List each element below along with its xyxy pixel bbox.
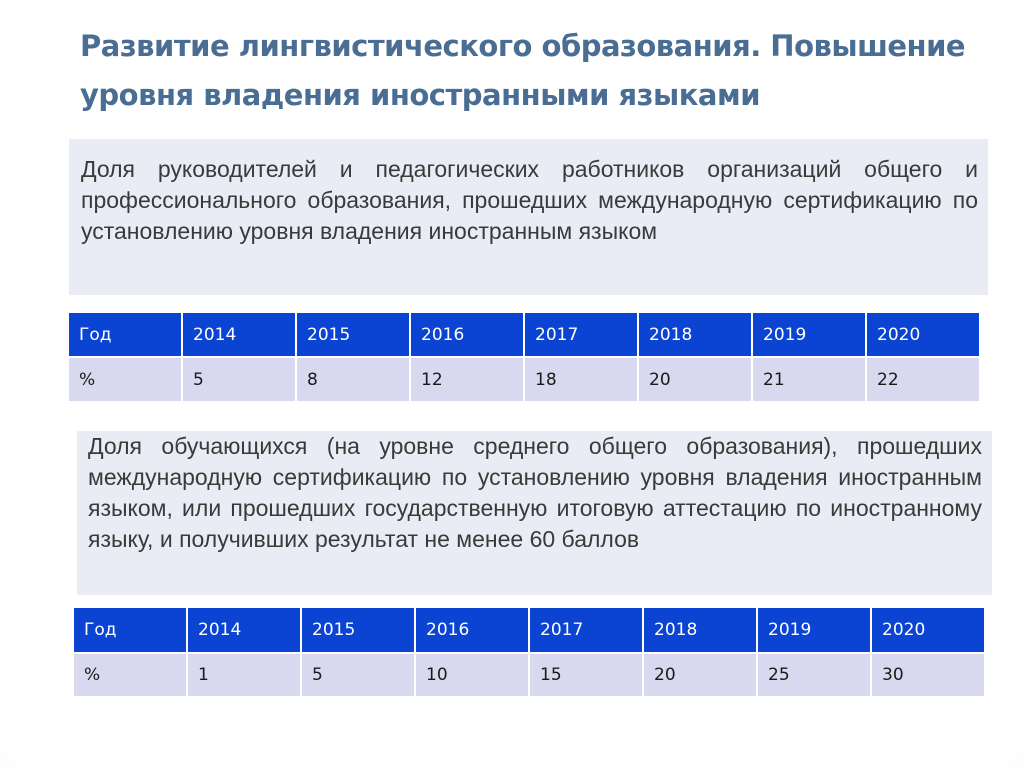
value-cell: 25 xyxy=(757,653,871,697)
header-cell: Год xyxy=(73,607,187,653)
header-cell: 2016 xyxy=(410,312,524,357)
table-row xyxy=(68,357,980,402)
header-cell: 2019 xyxy=(752,312,866,357)
value-cell: % xyxy=(68,357,182,402)
value-cell: 21 xyxy=(752,357,866,402)
header-cell: 2016 xyxy=(415,607,529,653)
table-header-row xyxy=(73,607,985,653)
header-cell: 2018 xyxy=(638,312,752,357)
value-cell: 15 xyxy=(529,653,643,697)
value-cell: 22 xyxy=(866,357,980,402)
value-cell: 5 xyxy=(182,357,296,402)
value-cell: 20 xyxy=(638,357,752,402)
indicator-description-staff: Доля руководителей и педагогических работников организаций общего и профессионального образования, прошедших международную сертификацию по установлению уровня владения иностранным языком xyxy=(69,139,988,295)
value-cell: 8 xyxy=(296,357,410,402)
staff-certification-table xyxy=(67,311,981,403)
value-cell: 20 xyxy=(643,653,757,697)
header-cell: 2017 xyxy=(529,607,643,653)
header-cell: 2019 xyxy=(757,607,871,653)
header-cell: 2018 xyxy=(643,607,757,653)
table-header-row xyxy=(68,312,980,357)
value-cell: 18 xyxy=(524,357,638,402)
header-cell: 2020 xyxy=(871,607,985,653)
indicator-description-students: Доля обучающихся (на уровне среднего общего образования), прошедших международную сертификацию по установлению уровня владения иностранным языком, или прошедших государственную итоговую аттестацию по иностранному языку, и получивших результат не менее 60 баллов xyxy=(77,431,992,595)
value-cell: 30 xyxy=(871,653,985,697)
header-cell: 2014 xyxy=(187,607,301,653)
value-cell: 10 xyxy=(415,653,529,697)
value-cell: % xyxy=(73,653,187,697)
header-cell: 2014 xyxy=(182,312,296,357)
header-cell: Год xyxy=(68,312,182,357)
slide-title: Развитие лингвистического образования. Повышение уровня владения иностранными языками xyxy=(80,29,966,112)
header-cell: 2015 xyxy=(301,607,415,653)
value-cell: 5 xyxy=(301,653,415,697)
table-row xyxy=(73,653,985,697)
header-cell: 2015 xyxy=(296,312,410,357)
student-certification-table xyxy=(72,606,986,698)
value-cell: 1 xyxy=(187,653,301,697)
value-cell: 12 xyxy=(410,357,524,402)
header-cell: 2020 xyxy=(866,312,980,357)
header-cell: 2017 xyxy=(524,312,638,357)
